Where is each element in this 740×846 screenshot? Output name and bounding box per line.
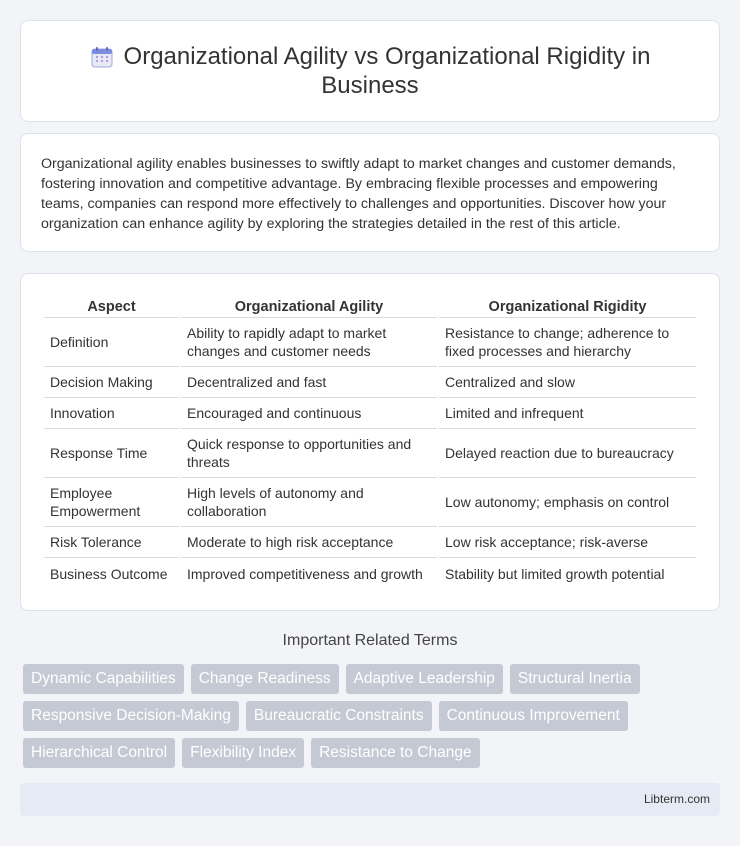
table-header-row <box>44 294 696 318</box>
calendar-icon <box>90 45 114 69</box>
cell-rigidity: Limited and infrequent <box>439 398 696 429</box>
tag-change-readiness[interactable]: Change Readiness <box>191 664 339 694</box>
tag-row <box>23 664 723 694</box>
cell-rigidity: Stability but limited growth potential <box>445 565 665 582</box>
tag-resistance-to-change[interactable]: Resistance to Change <box>311 738 480 768</box>
header-aspect: Aspect <box>44 294 179 318</box>
cell-aspect: Business Outcome <box>50 565 168 582</box>
cell-agility: Decentralized and fast <box>181 367 437 398</box>
table-row <box>44 478 696 527</box>
tag-adaptive-leadership[interactable]: Adaptive Leadership <box>346 664 503 694</box>
tag-row <box>23 738 723 768</box>
title-wrap <box>70 42 670 100</box>
cell-rigidity: Low risk acceptance; risk-averse <box>439 527 696 558</box>
tag-responsive-decision-making[interactable]: Responsive Decision-Making <box>23 701 239 731</box>
tag-hierarchical-control[interactable]: Hierarchical Control <box>23 738 175 768</box>
cell-agility: Encouraged and continuous <box>181 398 437 429</box>
page-title <box>70 42 670 100</box>
intro-card <box>20 133 720 252</box>
comparison-table <box>42 294 698 589</box>
table-row <box>44 429 696 478</box>
related-terms-title: Important Related Terms <box>282 632 458 649</box>
cell-aspect: Employee Empowerment <box>44 478 179 527</box>
table-row <box>44 318 696 367</box>
table-row <box>44 558 696 589</box>
cell-agility: Ability to rapidly adapt to market changes and customer needs <box>181 318 437 367</box>
cell-rigidity: Delayed reaction due to bureaucracy <box>439 429 696 478</box>
table-row <box>44 398 696 429</box>
cell-rigidity: Centralized and slow <box>439 367 696 398</box>
title-card <box>20 20 720 122</box>
tag-flexibility-index[interactable]: Flexibility Index <box>182 738 304 768</box>
related-terms-list <box>23 664 723 775</box>
header-agility: Organizational Agility <box>181 294 437 318</box>
footer <box>20 783 720 816</box>
cell-aspect: Risk Tolerance <box>44 527 179 558</box>
table-row <box>44 527 696 558</box>
cell-aspect: Innovation <box>44 398 179 429</box>
header-rigidity: Organizational Rigidity <box>439 294 696 318</box>
tag-row <box>23 701 723 731</box>
comparison-card <box>20 273 720 611</box>
tag-continuous-improvement[interactable]: Continuous Improvement <box>439 701 628 731</box>
table-row <box>44 367 696 398</box>
tag-structural-inertia[interactable]: Structural Inertia <box>510 664 640 694</box>
footer-site-link[interactable]: Libterm.com <box>643 792 710 806</box>
cell-agility: Moderate to high risk acceptance <box>181 527 437 558</box>
cell-agility: Quick response to opportunities and threats <box>181 429 437 478</box>
cell-aspect: Response Time <box>44 429 179 478</box>
intro-paragraph: Organizational agility enables businesses to swiftly adapt to market changes and customer demands, fostering innovation and competitive advantage. By embracing flexible processes and empowering teams, companies can respond more effectively to challenges and opportunities. Discover how your organization can enhance agility by exploring the strategies detailed in the rest of this article. <box>41 156 676 232</box>
cell-rigidity: Resistance to change; adherence to fixed processes and hierarchy <box>439 318 696 367</box>
page-title-text: Organizational Agility vs Organizational Rigidity in Business <box>123 43 651 99</box>
tag-dynamic-capabilities[interactable]: Dynamic Capabilities <box>23 664 184 694</box>
cell-aspect: Definition <box>44 318 179 367</box>
tag-bureaucratic-constraints[interactable]: Bureaucratic Constraints <box>246 701 432 731</box>
cell-agility: High levels of autonomy and collaboration <box>181 478 437 527</box>
cell-agility: Improved competitiveness and growth <box>187 565 423 582</box>
cell-rigidity: Low autonomy; emphasis on control <box>439 478 696 527</box>
cell-aspect: Decision Making <box>44 367 179 398</box>
